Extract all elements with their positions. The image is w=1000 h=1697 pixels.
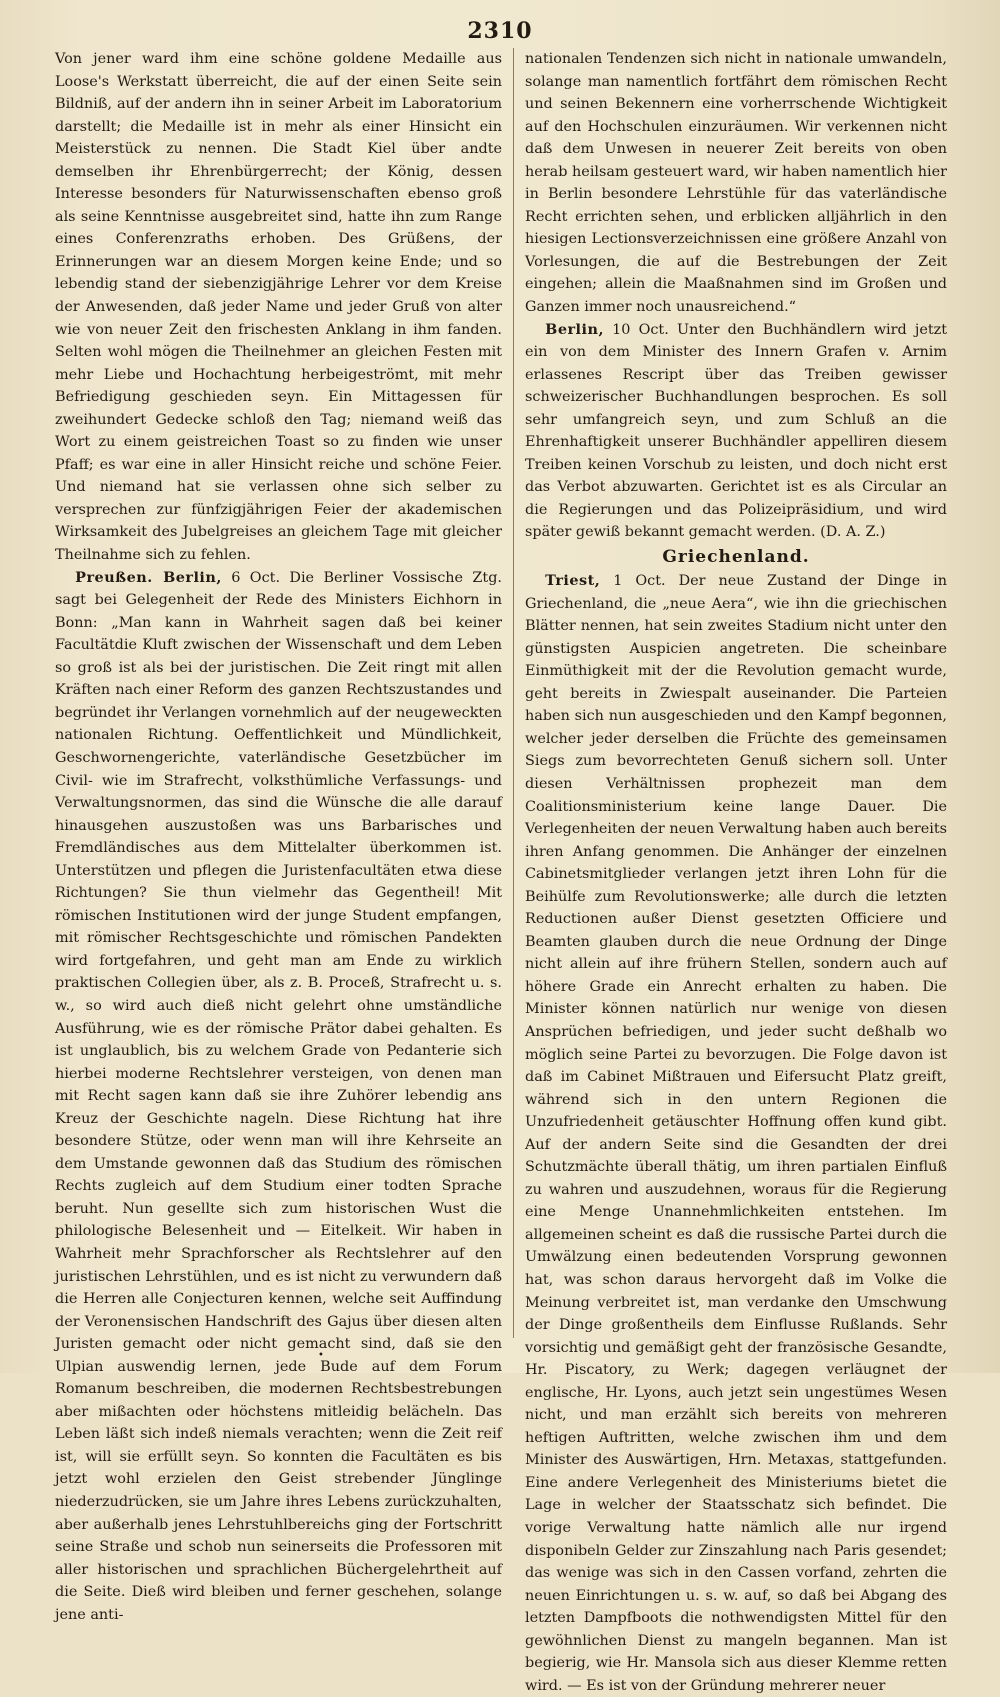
dateline-place: Berlin, <box>545 320 604 338</box>
section-heading-greece: Griechenland. <box>662 547 810 568</box>
page-number: 2310 <box>467 18 533 44</box>
article-prussia-berlin <box>55 567 502 1627</box>
right-column <box>525 48 948 1694</box>
dateline-place: Preußen. Berlin, <box>75 568 222 586</box>
column-divider <box>513 48 514 1338</box>
article-trieste-greece <box>525 570 947 1697</box>
article-text: Unter den Buchhändlern wird jetzt ein von dem Minister des Innern Grafen v. Arnim erlassenes Rescript über das Treiben gewisser schweizerischer Buchhandlungen besprochen. Es soll sehr umfangreich seyn, und zum Schluß an die Ehrenhaftigkeit unserer Buchhändler appelliren diesem Treiben keinen Vorschub zu leisten, und doch nicht erst das Verbot abzuwarten. Gerichtet ist es als Circular an die Regierungen und das Polizeipräsidium, und wird später gewiß bekannt gemacht werden. (D. A. Z.) <box>525 321 948 541</box>
article-text: Die Berliner Vossische Ztg. sagt bei Gelegenheit der Rede des Ministers Eichhorn in Bonn: „Man kann in Wahrheit sagen daß bei keiner Facultätdie Kluft zwischen der Wissenschaft und dem Leben so groß ist als bei der juristischen. Die Zeit ringt mit allen Kräften nach einer Reform des ganzen Rechtszustandes und begründet ihr Verlangen vornehmlich auf der neugeweckten nationalen Richtung. Oeffentlichkeit und Mündlichkeit, Geschwornengerichte, vaterländische Gesetzbücher im Civil- wie im Strafrecht, volksthümliche Verfassungs- und Verwaltungsnormen, das sind die Wünsche die alle darauf hinausgehen auszustoßen was uns Barbarisches und Fremdländisches aus dem Mittelalter überkommen ist. Unterstützen und pflegen die Juristenfacultäten etwa diese Richtungen? Sie thun vielmehr das Gegentheil! Mit römischen Institutionen wird der junge Student empfangen, mit römischer Rechtsgeschichte und römischen Pandekten wird fortgefahren, und geht man am Ende zu wirklich praktischen Collegien über, als z. B. Proceß, Strafrecht u. s. w., so wird auch dieß nicht gelehrt ohne umständliche Ausführung, wie es der römische Prätor dabei gehalten. Es ist unglaublich, bis zu welchem Grade von Pedanterie sich hierbei moderne Rechtslehrer versteigen, von denen man mit Recht sagen kann daß sie ihre Zuhörer lebendig ans Kreuz der Geschichte nageln. Diese Richtung hat ihre besondere Stütze, oder wenn man will ihre Kehrseite an dem Umstande gewonnen daß das Studium des römischen Rechts zugleich auf dem Studium einer todten Sprache beruht. Nun gesellte sich zum historischen Wust die philologische Belesenheit und — Eitelkeit. Wir haben in Wahrheit mehr Sprachforscher als Rechtslehrer auf den juristischen Lehrstühlen, und es ist nicht zu verwundern daß die Herren alle Conjecturen kennen, welche seit Auffindung der Veronensischen Handschrift des Gajus über diesen alten Juristen gemacht oder nicht gemacht sind, daß sie den Ulpian auswendig lernen, jede Bude auf dem Forum Romanum beschreiben, die modernen Rechtsbestrebungen aber mißachten oder höchstens mitleidig belächeln. Das Leben läßt sich indeß niemals verachten; wenn die Zeit reif ist, will sie erfüllt seyn. So konnten die Facultäten es bis jetzt wohl erzielen den Geist strebender Jünglinge niederzudrücken, sie um Jahre ihres Lebens zurückzuhalten, aber außerhalb jenes Lehrstuhlbereichs ging der Fortschritt seine Straße und schob nun seinerseits die Professoren mit aller historischen und sprachlichen Büchergelehrtheit auf die Seite. Dieß wird bleiben und ferner geschehen, solange jene anti- <box>55 569 502 1623</box>
article-berlin-booksellers <box>525 319 947 544</box>
paragraph-kiel-celebration: Von jener ward ihm eine schöne goldene Medaille aus Loose's Werkstatt überreicht, die auf der einen Seite sein Bildniß, auf der andern ihn in seiner Arbeit im Laboratorium darstellt; die Medaille ist in mehr als einer Hinsicht ein Meisterstück zu nennen. Die Stadt Kiel über andte demselben ihr Ehrenbürgerrecht; der König, dessen Interesse besonders für Naturwissenschaften ebenso groß als seine Kenntnisse ausgebreitet sind, hatte ihn zum Range eines Conferenzraths erhoben. Des Grüßens, der Erinnerungen war an diesem Morgen keine Ende; und so lebendig stand der siebenzigjährige Lehrer vor dem Kreise der Anwesenden, daß jeder Name und jeder Gruß von alter wie von neuer Zeit den frischesten Anklang in ihm fanden. Selten wohl mögen die Theilnehmer an gleichen Festen mit mehr Liebe und Hochachtung herbeigeströmt, mit mehr Befriedigung geschieden seyn. Ein Mittagessen für zweihundert Gedecke schloß den Tag; niemand weiß das Wort zu einem geistreichen Toast so zu finden wie unser Pfaff; es war eine in aller Hinsicht reiche und schöne Feier. Und niemand hat sie verlassen ohne sich selber zu versprechen zur fünfzigjährigen Feier der akademischen Wirksamkeit des Jubelgreises an gleichem Tage mit gleicher Theilnahme sich zu fehlen. <box>55 51 502 564</box>
left-column <box>55 48 502 1623</box>
dateline-date: 10 Oct. <box>612 321 669 338</box>
bottom-dot-mark: • <box>318 1350 324 1361</box>
dateline-date: 6 Oct. <box>231 569 281 586</box>
article-text: Der neue Zustand der Dinge in Griechenland, die „neue Aera“, wie ihn die griechischen Blätter nennen, hat sein zweites Stadium nicht unter den günstigsten Auspicien angetreten. Die scheinbare Einmüthigkeit mit der die Revolution gemacht wurde, geht bereits in Zwiespalt auseinander. Die Parteien haben sich nun ausgeschieden und den Kampf begonnen, welcher jeder derselben die Früchte des gemeinsamen Siegs zum bevorrechteten Genuß sichern soll. Unter diesen Verhältnissen prophezeit man dem Coalitionsministerium keine lange Dauer. Die Verlegenheiten der neuen Verwaltung haben auch bereits ihren Anfang genommen. Die Anhänger der einzelnen Cabinetsmitglieder verlangen jetzt ihren Lohn für die Beihülfe zum Revolutionswerke; alle durch die letzten Reductionen außer Dienst gesetzten Officiere und Beamten glauben durch die neue Ordnung der Dinge nicht allein auf ihre frühern Stellen, sondern auch auf höhere Grade ein Anrecht erhalten zu haben. Die Minister können natürlich nur wenige von diesen Ansprüchen befriedigen, und jeder sucht deßhalb wo möglich seine Partei zu bevorzugen. Die Folge davon ist daß im Cabinet Mißtrauen und Eifersucht Platz greift, während sich in den untern Regionen die Unzufriedenheit getäuschter Hoffnung offen kund gibt. Auf der andern Seite sind die Gesandten der drei Schutzmächte überall thätig, um ihren partialen Einfluß zu wahren und auszudehnen, woraus für die Regierung eine Menge Unannehmlichkeiten entstehen. Im allgemeinen scheint es daß die russische Partei durch die Umwälzung einen bedeutenden Vorsprung gewonnen hat, was schon daraus hervorgeht daß im Volke die Meinung verbreitet ist, man verdanke den Umschwung der Dinge großentheils dem Einflusse Rußlands. Sehr vorsichtig und gemäßigt geht der französische Gesandte, Hr. Piscatory, zu Werk; dagegen verläugnet der englische, Hr. Lyons, auch jetzt sein ungestümes Wesen nicht, und man erzählt sich bereits von mehreren heftigen Auftritten, welche zwischen ihm und dem Minister des Auswärtigen, Hrn. Metaxas, stattgefunden. Eine andere Verlegenheit des Ministeriums bietet die Lage in welcher der Staatsschatz sich befindet. Die vorige Verwaltung hatte nämlich alle nur irgend disponibeln Gelder zur Zinszahlung nach Paris gesendet; das wenige was sich in den Cassen vorfand, zehrten die neuen Einrichtungen u. s. w. auf, so daß bei Abgang des letzten Dampfboots die nothwendigsten Mittel für den gewöhnlichen Dienst zu mangeln begannen. Man ist begierig, wie Hr. Mansola sich aus dieser Klemme retten wird. — Es ist von der Gründung mehrerer neuer <box>525 573 947 1694</box>
paragraph-continuation: nationalen Tendenzen sich nicht in nationale umwandeln, solange man namentlich fortfährt dem römischen Recht und seinen Bekennern eine vorherrschende Wichtigkeit auf den Hochschulen einzuräumen. Wir verkennen nicht daß dem Unwesen in neuerer Zeit bereits von oben herab heilsam gesteuert ward, wir haben namentlich hier in Berlin besondere Lehrstühle für das vaterländische Recht errichten sehen, und erblicken alljährlich in den hiesigen Lectionsverzeichnissen eine größere Anzahl von Vorlesungen, die auf die Bestrebungen der Zeit eingehen; allein die Maaßnahmen sind im Großen und Ganzen immer noch unausreichend.“ <box>525 51 948 316</box>
dateline-place: Triest, <box>545 572 601 590</box>
dateline-date: 1 Oct. <box>613 573 666 590</box>
